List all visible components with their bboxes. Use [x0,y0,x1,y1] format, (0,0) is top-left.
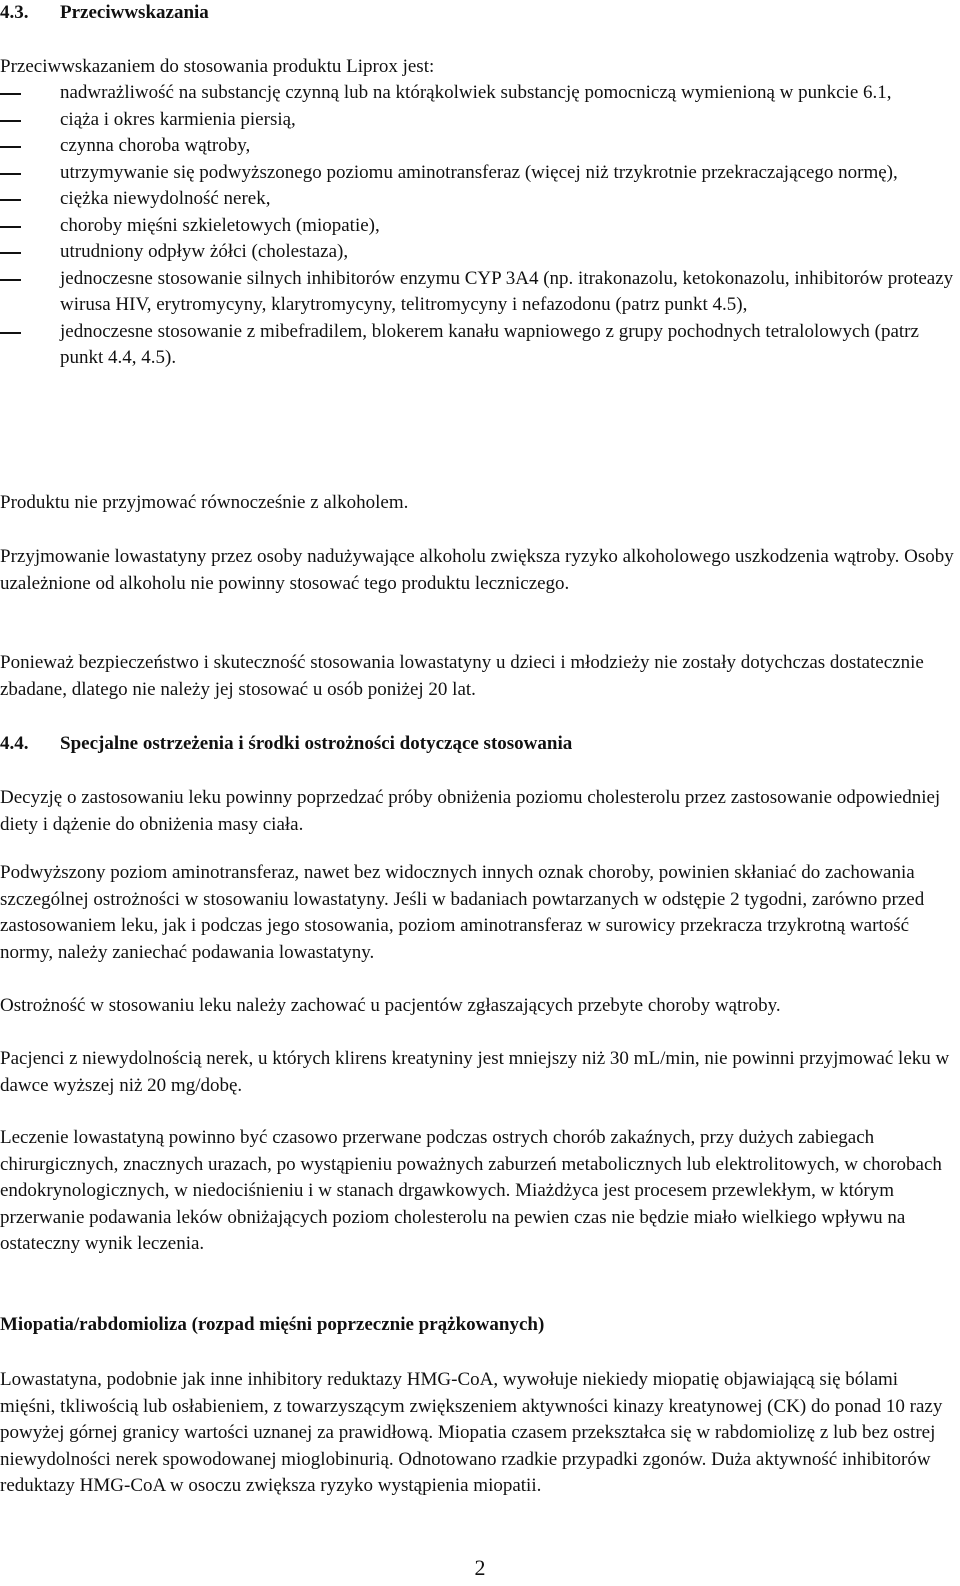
section-heading-4-4 [0,731,572,757]
list-item-text: ciężka niewydolność nerek, [60,188,271,209]
dash-bullet [0,146,21,148]
list-item-text: jednoczesne stosowanie z mibefradilem, blokerem kanału wapniowego z grupy pochodnych tetralolowych (patrz punkt 4.4, 4.5). [60,320,919,368]
dash-bullet [0,120,21,122]
paragraph: Podwyższony poziom aminotransferaz, nawet bez widocznych innych oznak choroby, powinien skłaniać do zachowania szczególnej ostrożności w stosowaniu lowastatyny. Jeśli w badaniach powtarzanych w odstępie 2 tygodni, zarówno przed zastosowaniem leku, jak i podczas jego stosowania, poziom aminotransferaz w surowicy przekracza trzykrotną wartość normy, należy zaniechać podawania lowastatyny. [0,862,925,963]
list-item [0,80,958,107]
section-title: Specjalne ostrzeżenia i środki ostrożności dotyczące stosowania [60,733,573,754]
dash-bullet [0,279,21,281]
dash-bullet [0,173,21,175]
list-item [0,107,958,134]
list-item-text: choroby mięśni szkieletowych (miopatie), [60,214,380,236]
paragraph: Ostrożność w stosowaniu leku należy zachować u pacjentów zgłaszających przebyte choroby wątroby. [0,995,781,1016]
paragraph: Pacjenci z niewydolnością nerek, u których klirens kreatyniny jest mniejszy niż 30 mL/min, nie powinni przyjmować leku w dawce wyższej niż 20 mg/dobę. [0,1048,950,1096]
subsection-heading-miopatia: Miopatia/rabdomioliza (rozpad mięśni poprzecznie prążkowanych) [0,1314,545,1335]
list-item [0,160,958,187]
section-number: 4.3. [0,2,29,23]
section-title: Przeciwwskazania [60,2,209,23]
section-heading-4-3 [0,0,209,26]
page-number: 2 [474,1555,486,1580]
list-item [0,213,958,240]
contraindications-list [0,80,958,372]
dash-bullet [0,93,21,95]
contraindications-intro: Przeciwwskazaniem do stosowania produktu Liprox jest: [0,56,435,77]
list-item [0,319,958,372]
list-item [0,266,958,319]
list-item-text: utrudniony odpływ żółci (cholestaza), [60,241,349,262]
dash-bullet [0,332,21,334]
list-item [0,133,958,160]
paragraph: Leczenie lowastatyną powinno być czasowo przerwane podczas ostrych chorób zakaźnych, przy dużych zabiegach chirurgicznych, znacznych urazach, po wystąpieniu poważnych zaburzeń metabolicznych lub elektrolitowych, w chorobach endokrynologicznych, w niedociśnieniu i w stanach drgawkowych. Miażdżyca jest procesem przewlekłym, w którym przerwanie podawania leków obniżających poziom cholesterolu na pewien czas nie będzie miało wielkiego wpływu na ostateczny wynik leczenia. [0,1127,942,1254]
paragraph: Lowastatyna, podobnie jak inne inhibitory reduktazy HMG-CoA, wywołuje niekiedy miopatię objawiającą się bólami mięśni, tkliwością lub osłabieniem, z towarzyszącym zwiększeniem aktywności kinazy kreatynowej (CK) do ponad 10 razy powyżej górnej granicy wartości uznanej za prawidłową. Miopatia czasem przekształca się w rabdomiolizę z lub bez ostrej niewydolności nerek spowodowanej mioglobinurią. Odnotowano rzadkie przypadki zgonów. Duża aktywność inhibitorów reduktazy HMG-CoA w osoczu zwiększa ryzyko wystąpienia miopatii. [0,1369,943,1496]
list-item-text: nadwrażliwość na substancję czynną lub na którąkolwiek substancję pomocniczą wymienioną w punkcie 6.1, [60,82,892,103]
list-item [0,186,958,213]
dash-bullet [0,252,21,254]
list-item-text: ciąża i okres karmienia piersią, [60,108,296,130]
dash-bullet [0,199,21,201]
paragraph: Produktu nie przyjmować równocześnie z alkoholem. [0,492,409,513]
list-item-text: jednoczesne stosowanie silnych inhibitorów enzymu CYP 3A4 (np. itrakonazolu, ketokonazolu, inhibitorów proteazy wirusa HIV, erytromycyny, klarytromycyny, telitromycyny i nefazodonu (patrz punkt 4.5), [60,267,954,315]
list-item [0,239,958,266]
paragraph: Ponieważ bezpieczeństwo i skuteczność stosowania lowastatyny u dzieci i młodzieży nie zostały dotychczas dostatecznie zbadane, dlatego nie należy jej stosować u osób poniżej 20 lat. [0,652,924,700]
list-item-text: utrzymywanie się podwyższonego poziomu aminotransferaz (więcej niż trzykrotnie przekraczającego normę), [60,161,898,183]
section-number: 4.4. [0,733,29,754]
list-item-text: czynna choroba wątroby, [60,135,251,156]
paragraph: Przyjmowanie lowastatyny przez osoby nadużywające alkoholu zwiększa ryzyko alkoholowego uszkodzenia wątroby. Osoby uzależnione od alkoholu nie powinny stosować tego produktu leczniczego. [0,546,954,594]
paragraph: Decyzję o zastosowaniu leku powinny poprzedzać próby obniżenia poziomu cholesterolu przez zastosowanie odpowiedniej diety i dążenie do obniżenia masy ciała. [0,787,941,835]
dash-bullet [0,226,21,228]
